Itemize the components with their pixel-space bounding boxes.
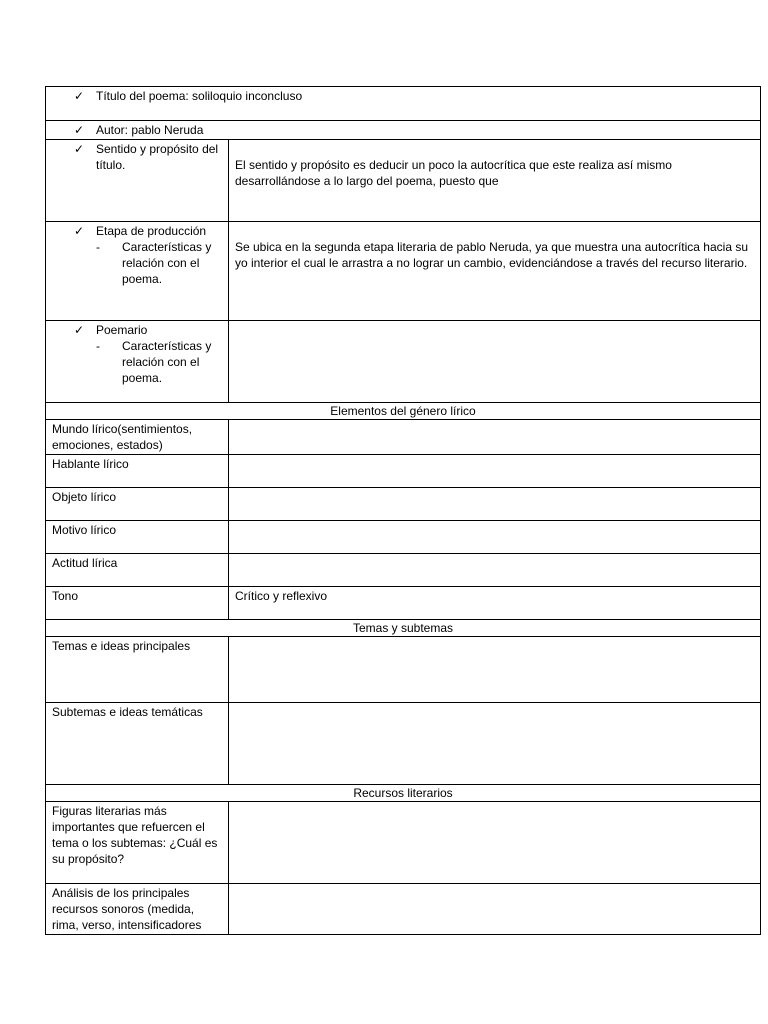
bullet-dash: -	[96, 240, 100, 254]
temas-value	[229, 703, 761, 785]
recursos-label: Figuras literarias más importantes que refuercen el tema o los subtemas: ¿Cuál es su propósito?	[46, 802, 229, 884]
sentido-value: El sentido y propósito es deducir un poco la autocrítica que este realiza así mismo desarrollándose a lo largo del poema, puesto que	[235, 158, 672, 188]
poemario-value-cell	[229, 321, 761, 403]
temas-row	[46, 637, 761, 703]
lirico-label: Mundo lírico(sentimientos, emociones, estados)	[46, 420, 229, 455]
poemario-row	[46, 321, 761, 403]
author-cell	[46, 121, 761, 140]
lirico-row	[46, 587, 761, 620]
lirico-value	[229, 455, 761, 488]
poem-author: Autor: pablo Neruda	[96, 123, 204, 137]
title-row	[46, 87, 761, 121]
sentido-label: Sentido y propósito del título.	[96, 142, 219, 172]
lirico-row	[46, 420, 761, 455]
temas-label: Subtemas e ideas temáticas	[46, 703, 229, 785]
lirico-value	[229, 521, 761, 554]
etapa-value-cell	[229, 222, 761, 321]
poemario-label-cell	[46, 321, 229, 403]
check-icon: ✓	[74, 323, 85, 337]
bullet-dash: -	[96, 339, 100, 353]
check-icon: ✓	[74, 224, 85, 238]
lirico-row	[46, 488, 761, 521]
recursos-row	[46, 802, 761, 884]
etapa-sublabel: Características y relación con el poema.	[122, 240, 212, 286]
lirico-value	[229, 420, 761, 455]
recursos-value	[229, 884, 761, 935]
lirico-label: Hablante lírico	[46, 455, 229, 488]
etapa-label: Etapa de producción	[96, 224, 207, 238]
etapa-label-cell	[46, 222, 229, 321]
lirico-value	[229, 554, 761, 587]
lirico-row	[46, 521, 761, 554]
lirico-header: Elementos del género lírico	[46, 403, 761, 420]
lirico-row	[46, 554, 761, 587]
check-icon: ✓	[74, 123, 85, 137]
lirico-label: Tono	[46, 587, 229, 620]
temas-header: Temas y subtemas	[46, 620, 761, 637]
title-cell	[46, 87, 761, 121]
check-icon: ✓	[74, 142, 85, 156]
temas-header-row	[46, 620, 761, 637]
recursos-row	[46, 884, 761, 935]
check-icon: ✓	[74, 89, 85, 103]
temas-value	[229, 637, 761, 703]
lirico-label: Actitud lírica	[46, 554, 229, 587]
lirico-row	[46, 455, 761, 488]
sentido-row	[46, 140, 761, 222]
poemario-label: Poemario	[96, 323, 148, 337]
temas-row	[46, 703, 761, 785]
sentido-value-cell	[229, 140, 761, 222]
lirico-value: Crítico y reflexivo	[229, 587, 761, 620]
recursos-header: Recursos literarios	[46, 785, 761, 802]
lirico-header-row	[46, 403, 761, 420]
poemario-sublabel: Características y relación con el poema.	[122, 339, 212, 385]
sentido-label-cell	[46, 140, 229, 222]
etapa-row	[46, 222, 761, 321]
lirico-label: Motivo lírico	[46, 521, 229, 554]
recursos-label: Análisis de los principales recursos sonoros (medida, rima, verso, intensificadores	[46, 884, 229, 935]
etapa-value: Se ubica en la segunda etapa literaria de pablo Neruda, ya que muestra una autocrítica hacia su yo interior el cual le arrastra a no lograr un cambio, evidenciándose a través del recurso literario.	[235, 240, 748, 270]
poem-title: Título del poema: soliloquio inconcluso	[96, 89, 303, 103]
author-row	[46, 121, 761, 140]
lirico-value	[229, 488, 761, 521]
recursos-value	[229, 802, 761, 884]
lirico-label: Objeto lírico	[46, 488, 229, 521]
temas-label: Temas e ideas principales	[46, 637, 229, 703]
recursos-header-row	[46, 785, 761, 802]
poem-analysis-table	[45, 86, 761, 935]
